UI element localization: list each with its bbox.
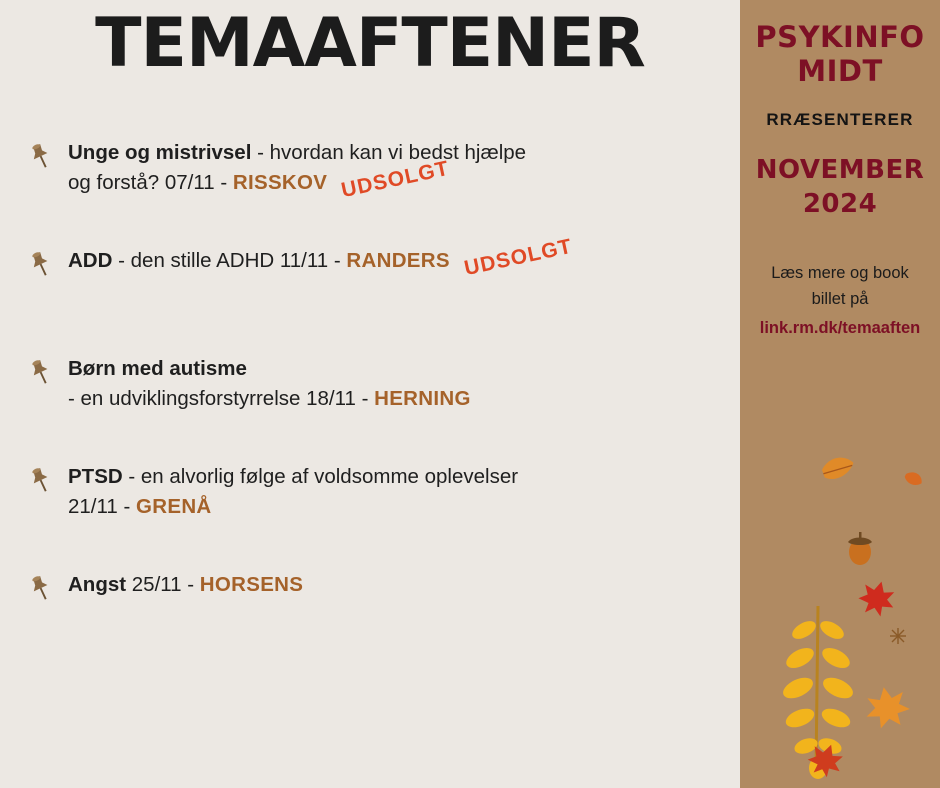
event-title: ADD [68,249,113,273]
brand-line-1: PSYKINFO [755,20,925,54]
event-place: HORSENS [199,573,304,597]
event-text [68,234,730,281]
event-title: Unge og mistrivsel [68,141,252,164]
booking-link[interactable]: link.rm.dk/temaaften [759,318,921,337]
event-desc-line1: - den stille ADHD 11/11 - [112,249,347,273]
pushpin-icon [26,466,56,496]
brand-name [740,20,940,88]
event-desc-line1: - en alvorlig følge af voldsomme oplevelser [122,465,519,489]
event-title: Børn med autisme [68,357,247,381]
event-desc-line1: 25/11 - [126,573,200,597]
poster-sidebar [740,0,940,788]
list-item[interactable] [0,462,740,522]
booking-info [740,260,940,341]
pushpin-icon [26,358,56,388]
event-desc-line2: og forstå? 07/11 - [68,170,233,194]
list-item[interactable] [0,570,740,630]
list-item[interactable] [0,138,740,202]
pushpin-icon [26,250,56,280]
event-title: PTSD [68,465,123,489]
list-item[interactable] [0,234,740,306]
event-text [68,354,730,413]
year-label: 2024 [802,189,878,220]
list-item[interactable] [0,354,740,414]
status-badge: UDSOLGT [339,156,452,202]
event-place: RANDERS [346,249,450,273]
pushpin-icon [26,574,56,604]
brand-line-2: MIDT [797,54,883,89]
event-place: HERNING [374,386,471,410]
event-text [68,570,730,600]
event-line2 [68,492,730,522]
date-block [740,154,940,222]
event-place: RISSKOV [232,170,328,194]
autumn-leaves-decoration [740,440,940,788]
page-title: TEMAAFTENER [95,4,645,83]
event-desc-line1: - hvordan kan vi bedst hjælpe [251,141,527,164]
pushpin-icon [26,142,56,172]
presents-label: RRÆSENTERER [766,110,914,130]
event-title: Angst [68,573,127,597]
event-place: GRENÅ [136,494,212,518]
booking-line-1: Læs mere og book [771,264,909,283]
status-badge: UDSOLGT [462,234,575,281]
event-line2 [68,384,730,414]
event-desc-line2: 21/11 - [68,494,136,518]
event-text [68,138,730,202]
event-desc-line2: - en udviklingsforstyrrelse 18/11 - [68,386,375,410]
booking-line-2: billet på [811,290,869,309]
event-text [68,462,730,521]
event-list [0,138,740,678]
event-line2 [68,156,730,202]
month-label: NOVEMBER [755,155,925,186]
